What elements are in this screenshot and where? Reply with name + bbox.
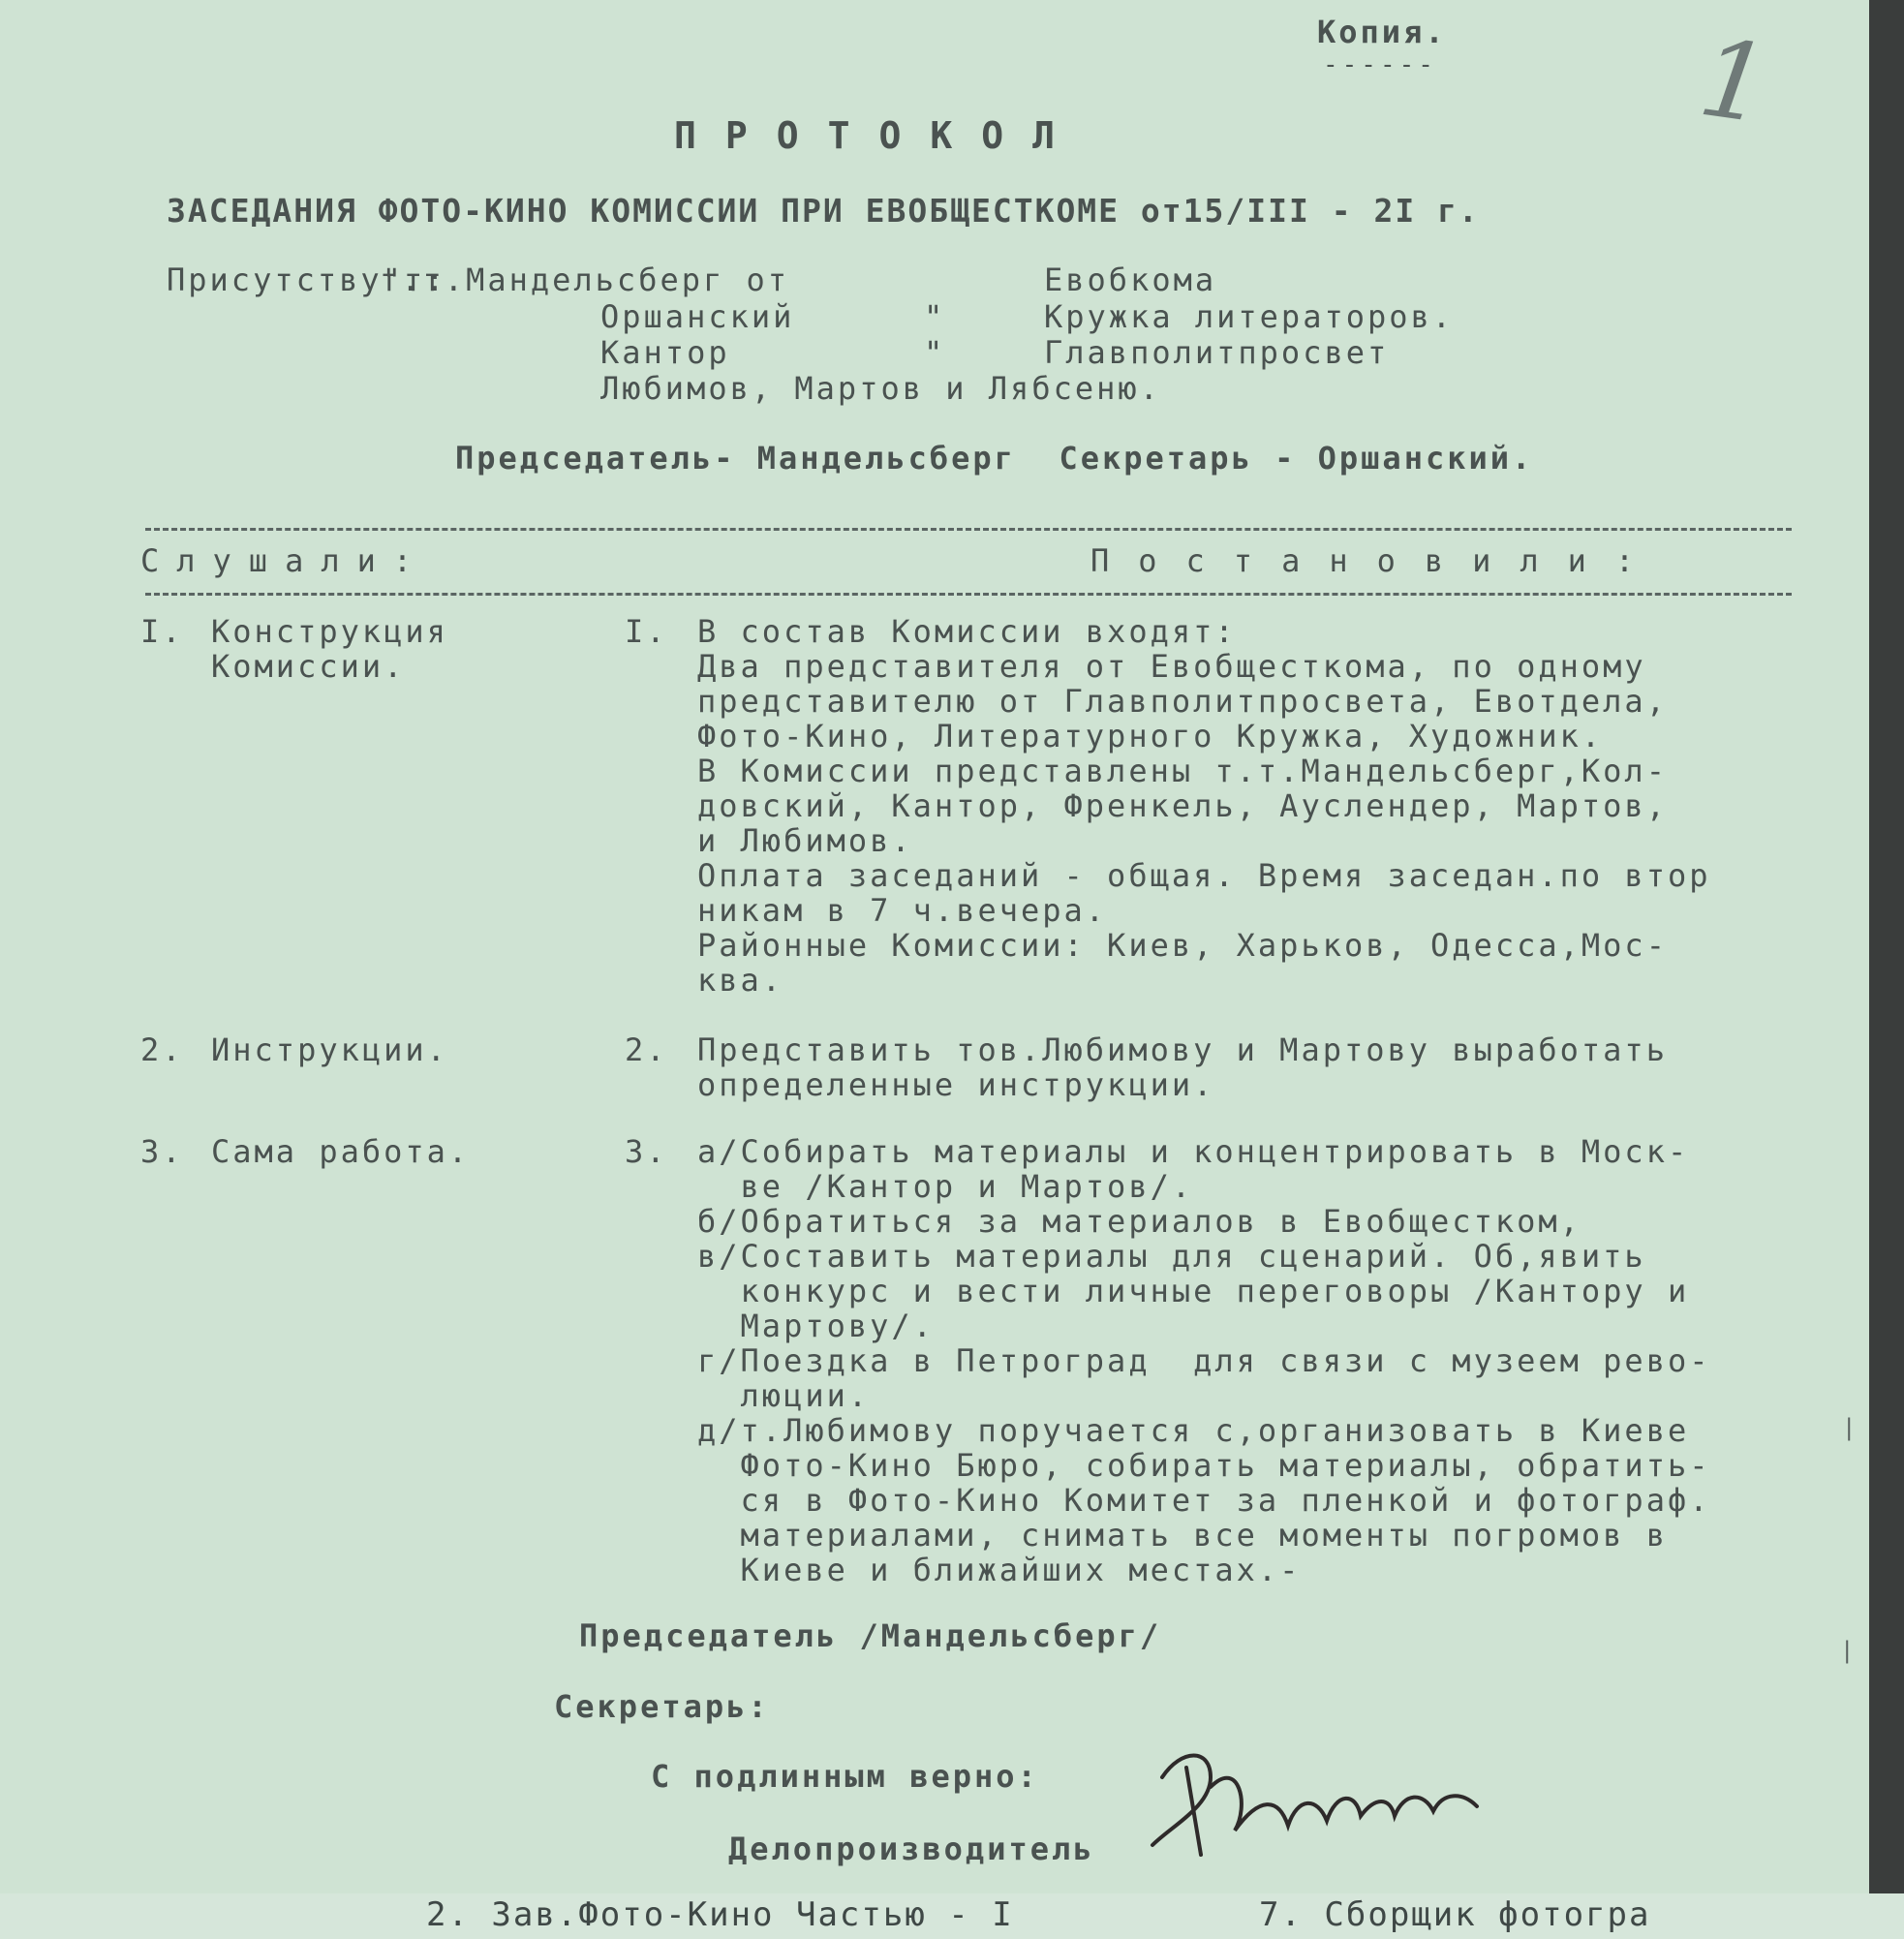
item-number: 2. xyxy=(140,1031,184,1068)
decision-number: I. xyxy=(625,613,668,650)
divider-top xyxy=(145,528,1792,531)
item-topic-line: Комиссии. xyxy=(211,648,406,685)
page-number: 1 xyxy=(1692,15,1777,148)
protocol-subtitle: ЗАСЕДАНИЯ ФОТО-КИНО КОМИССИИ ПРИ ЕВОБЩЕСТКОМЕ от15/III - 2I г. xyxy=(167,192,1480,230)
decision-line: люции. xyxy=(697,1377,871,1414)
decision-line: конкурс и вести личные переговоры /Кантору и xyxy=(697,1273,1690,1309)
handwritten-signature xyxy=(1143,1739,1511,1874)
attendance-org-1: Евобкома xyxy=(1044,262,1217,298)
decision-line: Киеве и ближайших местах.- xyxy=(697,1552,1302,1588)
decision-line: материалами, снимать все моменты погромов в xyxy=(697,1517,1668,1554)
chairman-signature-line: Председатель /Мандельсберг/ xyxy=(579,1617,1162,1654)
decision-number: 3. xyxy=(625,1133,668,1170)
decision-line: в/Составить материалы для сценарий. Об,явить xyxy=(697,1238,1646,1275)
margin-mark: | xyxy=(1842,1414,1857,1441)
decision-line: Мартову/. xyxy=(697,1308,935,1344)
decision-line: Фото-Кино, Литературного Кружка, Художник. xyxy=(697,718,1604,754)
attendance-label: Присутству"т: xyxy=(167,262,447,298)
decision-line: определенные инструкции. xyxy=(697,1066,1215,1103)
decision-line: б/Обратиться за материалов в Евобщестком, xyxy=(697,1203,1582,1240)
secretary-signature-line: Секретарь: xyxy=(554,1688,770,1725)
attendance-org-2: Кружка литераторов. xyxy=(1044,298,1455,335)
item-topic-line: Конструкция xyxy=(211,613,448,650)
decision-line: В Комиссии представлены т.т.Мандельсберг,Кол- xyxy=(697,753,1668,789)
decision-line: ве /Кантор и Мартов/. xyxy=(697,1168,1194,1205)
decision-line: г/Поездка в Петроград для связи с музеем рево- xyxy=(697,1342,1711,1379)
attendance-name-2: Оршанский " xyxy=(600,298,946,335)
decision-line: ква. xyxy=(697,962,784,999)
decision-line: Два представителя от Евобщесткома, по одному xyxy=(697,648,1646,685)
protocol-title: ПРОТОКОЛ xyxy=(674,114,1085,157)
attendance-name-3: Кантор " xyxy=(600,334,946,371)
underlying-sheet-line: 2. Зав.Фото-Кино Частью - I xyxy=(426,1895,1014,1934)
heard-column-header: Слушали: xyxy=(140,542,430,579)
decision-line: довский, Кантор, Френкель, Ауслендер, Мартов, xyxy=(697,787,1668,824)
item-topic-line: Инструкции. xyxy=(211,1031,448,1068)
attendance-org-3: Главполитпросвет xyxy=(1044,334,1390,371)
decision-line: а/Собирать материалы и концентрировать в Моск- xyxy=(697,1133,1690,1170)
decision-line: Оплата заседаний - общая. Время заседан.по втор xyxy=(697,857,1711,894)
officers-line: Председатель- Мандельсберг Секретарь - Оршанский. xyxy=(455,440,1534,477)
attendance-name-1: т.т.Мандельсберг от xyxy=(380,262,790,298)
decision-line: В состав Комиссии входят: xyxy=(697,613,1237,650)
decision-line: и Любимов. xyxy=(697,822,913,859)
item-number: 3. xyxy=(140,1133,184,1170)
decision-line: Фото-Кино Бюро, собирать материалы, обратить- xyxy=(697,1447,1711,1484)
margin-mark: | xyxy=(1840,1637,1855,1664)
underlying-sheet xyxy=(0,1893,1904,1939)
copy-label: Копия. xyxy=(1317,14,1447,50)
copy-underline: ------ xyxy=(1323,50,1437,79)
decision-line: никам в 7 ч.вечера. xyxy=(697,892,1108,929)
item-number: I. xyxy=(140,613,184,650)
decision-number: 2. xyxy=(625,1031,668,1068)
divider-bottom xyxy=(145,593,1792,596)
decision-line: ся в Фото-Кино Комитет за пленкой и фотограф. xyxy=(697,1482,1711,1519)
underlying-sheet-line: 7. Сборщик фотогра xyxy=(1259,1895,1651,1934)
item-topic-line: Сама работа. xyxy=(211,1133,471,1170)
certified-line: С подлинным верно: xyxy=(651,1758,1039,1795)
decision-line: д/т.Любимову поручается с,организовать в Киеве xyxy=(697,1412,1690,1449)
attendance-name-4: Любимов, Мартов и Лябсеню. xyxy=(600,370,1161,407)
decision-line: Районные Комиссии: Киев, Харьков, Одесса,Мос- xyxy=(697,927,1668,964)
decided-column-header: Постановили: xyxy=(1090,542,1664,579)
decision-line: представителю от Главполитпросвета, Евотдела, xyxy=(697,683,1668,720)
clerk-line: Делопроизводитель xyxy=(728,1831,1095,1867)
decision-line: Представить тов.Любимову и Мартову выработать xyxy=(697,1031,1668,1068)
